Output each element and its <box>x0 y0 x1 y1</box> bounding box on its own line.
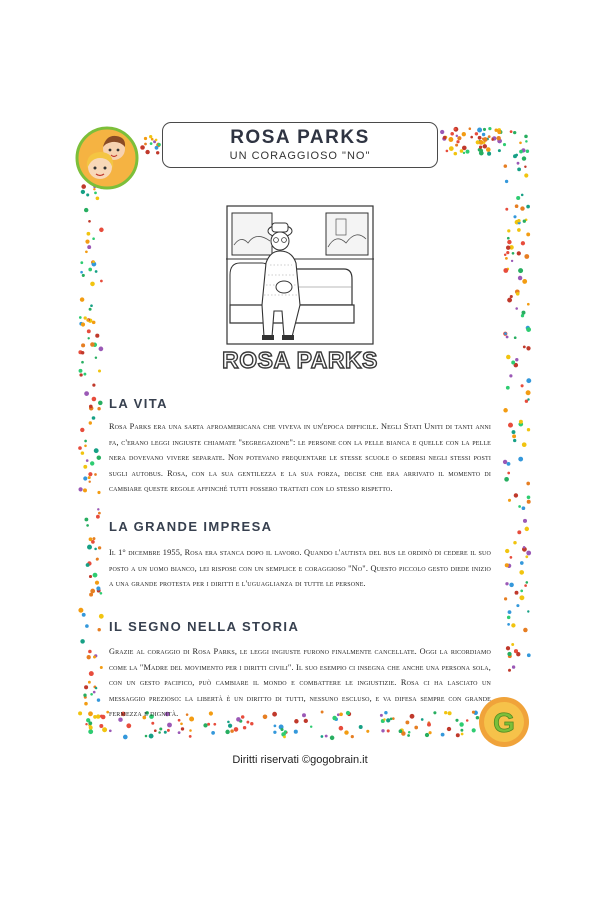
page-subtitle: UN CORAGGIOSO "NO" <box>229 150 371 162</box>
page-title: ROSA PARKS <box>230 127 370 148</box>
title-box <box>162 122 438 168</box>
kids-faces-logo-icon <box>76 125 138 191</box>
g-logo-letter: G <box>493 707 515 738</box>
section-heading-la-vita: LA VITA <box>109 396 168 411</box>
section-text-la-vita: Rosa Parks era una sarta afroamericana che viveva in un'epoca difficile. Negli Stati Uniti di tanti anni fa, c'erano leggi ingiuste chiamate "segregazione": le persone con la pelle bianca e quelle con la pelle nera dovevano vivere separate. Non potevano frequentare le stesse scuole o sedersi negli stessi posti sugli autobus. Rosa, con la sua gentilezza e la sua forza, decise che era arrivato il momento di cambiare queste regole affinché tutti fossero trattati con lo stesso rispetto. <box>109 422 491 494</box>
section-text-la-grande-impresa: Il 1° dicembre 1955, Rosa era stanca dopo il lavoro. Quando l'autista del bus le ordinò di cedere il suo posto a un uomo bianco, lei rispose con un semplice e coraggioso "No". Questo piccolo gesto diede inizio a una grande protesta per i diritti e l'uguaglianza di tutte le persone. <box>109 548 491 589</box>
illustration-caption-text: ROSA PARKS <box>222 347 378 373</box>
g-logo-icon <box>478 696 530 748</box>
section-heading-la-grande-impresa: LA GRANDE IMPRESA <box>109 519 273 534</box>
illustration-caption <box>222 342 378 378</box>
copyright-footer: Diritti riservati ©gogobrain.it <box>232 754 368 766</box>
section-text-il-segno-nella-storia: Grazie al coraggio di Rosa Parks, le leggi ingiuste furono finalmente cancellate. Oggi la ricordiamo come la "Madre del movimento per i diritti civili". Il suo esempio ci insegna che anche una persona sola, con un gesto pacifico, può cambiare il mondo e combattere le ingiustizie. Rosa ci ha lasciato un messaggio prezioso: la libertà è un diritto di tutti, nessuno escluso, e va difesa sempre con grande fermezza e dignità. <box>109 647 491 719</box>
section-heading-il-segno-nella-storia: IL SEGNO NELLA STORIA <box>109 619 300 634</box>
